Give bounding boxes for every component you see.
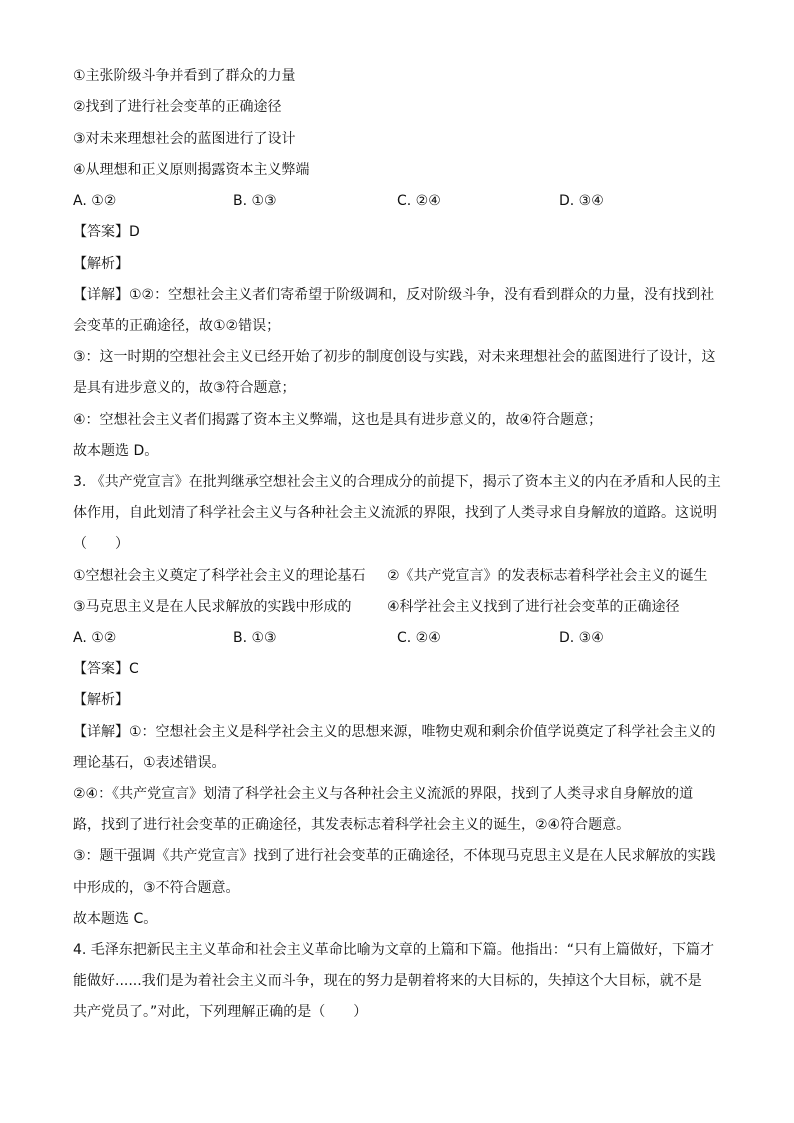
detail-line: 理论基石，①表述错误。 [73, 755, 226, 771]
detail-line: ④：空想社会主义者们揭露了资本主义弊端，这也是具有进步意义的，故④符合题意； [73, 412, 603, 428]
option-d: D. ③④ [559, 630, 604, 646]
detail-line: 【详解】①：空想社会主义是科学社会主义的思想来源，唯物史观和剩余价值学说奠定了科学社会主义的 [73, 724, 716, 740]
detail-line: 故本题选 D。 [73, 443, 159, 459]
option-c: C. ②④ [397, 193, 441, 209]
question-stem: （ ） [73, 536, 129, 552]
answer-label: 【答案】C [73, 661, 139, 677]
question-stem: 4. 毛泽东把新民主主义革命和社会主义革命比喻为文章的上篇和下篇。他指出：“只有上篇做好，下篇才 [73, 942, 715, 958]
analysis-label: 【解析】 [73, 692, 129, 708]
answer-options [73, 191, 733, 211]
option-a: A. ①② [73, 193, 117, 209]
detail-line: 会变革的正确途径，故①②错误； [73, 318, 281, 334]
choice-items-row [73, 597, 733, 617]
option-d: D. ③④ [559, 193, 604, 209]
question-stem: 能做好......我们是为着社会主义而斗争，现在的努力是朝着将来的大目标的，失掉这个大目标，就不是 [73, 973, 702, 989]
answer-options [73, 628, 733, 648]
answer-label: 【答案】D [73, 224, 140, 240]
choice-item: ①主张阶级斗争并看到了群众的力量 [73, 68, 296, 84]
choice-item: ④从理想和正义原则揭露资本主义弊端 [73, 162, 310, 178]
question-stem: 共产党员了。”对此，下列理解正确的是（ ） [73, 1004, 368, 1020]
detail-line: ③：这一时期的空想社会主义已经开始了初步的制度创设与实践，对未来理想社会的蓝图进行了设计，这 [73, 349, 716, 365]
choice-items-row [73, 566, 733, 586]
detail-line: ②④：《共产党宣言》划清了科学社会主义与各种社会主义流派的界限，找到了人类寻求自身解放的道 [73, 786, 694, 802]
detail-line: ③：题干强调《共产党宣言》找到了进行社会变革的正确途径，不体现马克思主义是在人民求解放的实践 [73, 848, 716, 864]
question-stem: 3. 《共产党宣言》在批判继承空想社会主义的合理成分的前提下，揭示了资本主义的内在矛盾和人民的主 [73, 474, 721, 490]
choice-item: ②《共产党宣言》的发表标志着科学社会主义的诞生 [387, 568, 708, 584]
detail-line: 【详解】①②：空想社会主义者们寄希望于阶级调和，反对阶级斗争，没有看到群众的力量，没有找到社 [73, 287, 715, 303]
choice-item: ③对未来理想社会的蓝图进行了设计 [73, 131, 296, 147]
choice-item: ②找到了进行社会变革的正确途径 [73, 99, 282, 115]
choice-item: ①空想社会主义奠定了科学社会主义的理论基石 [73, 568, 366, 584]
detail-line: 路，找到了进行社会变革的正确途径，其发表标志着科学社会主义的诞生，②④符合题意。 [73, 817, 631, 833]
option-b: B. ①③ [233, 630, 277, 646]
detail-line: 故本题选 C。 [73, 911, 158, 927]
choice-item: ④科学社会主义找到了进行社会变革的正确途径 [387, 599, 680, 615]
choice-item: ③马克思主义是在人民求解放的实践中形成的 [73, 599, 352, 615]
option-b: B. ①③ [233, 193, 277, 209]
question-stem: 体作用，自此划清了科学社会主义与各种社会主义流派的界限，找到了人类寻求自身解放的道路。这说明 [73, 505, 717, 521]
analysis-label: 【解析】 [73, 256, 129, 272]
option-a: A. ①② [73, 630, 117, 646]
detail-line: 中形成的，③不符合题意。 [73, 880, 240, 896]
detail-line: 是具有进步意义的，故③符合题意； [73, 380, 296, 396]
option-c: C. ②④ [397, 630, 441, 646]
